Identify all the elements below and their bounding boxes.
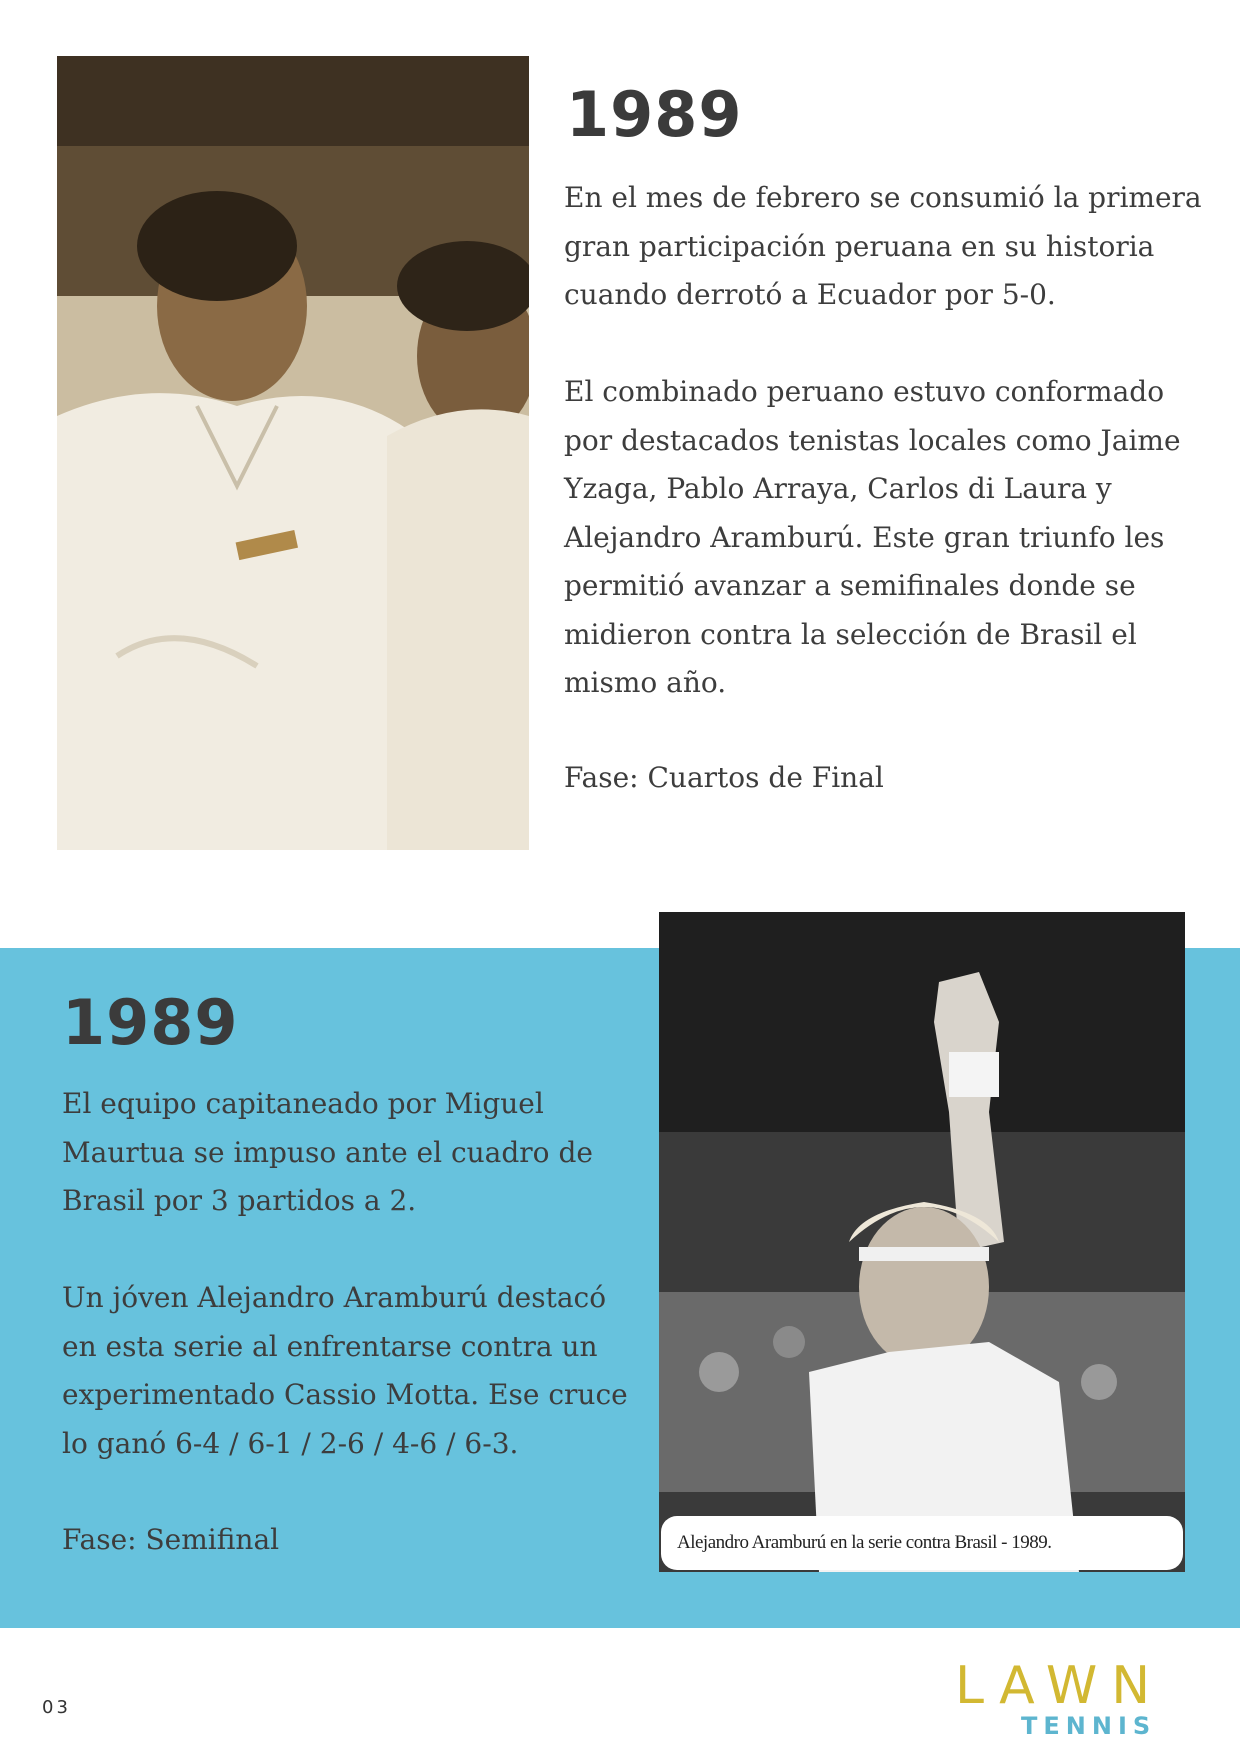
lawn-tennis-logo xyxy=(955,1656,1205,1742)
section-paragraph: El equipo capitaneado por Miguel Maurtua se impuso ante el cuadro de Brasil por 3 partidos a 2. xyxy=(62,1087,593,1217)
photo-caption: Alejandro Aramburú en la serie contra Brasil - 1989. xyxy=(661,1516,1183,1570)
team-photo-sepia xyxy=(57,56,529,850)
page-number: 03 xyxy=(42,1697,71,1718)
section-phase: Fase: Semifinal xyxy=(62,1523,280,1556)
player-celebration-photo xyxy=(659,912,1185,1572)
logo-subtitle: TENNIS xyxy=(1021,1712,1157,1740)
section-year-heading: 1989 xyxy=(566,78,743,151)
section-phase: Fase: Cuartos de Final xyxy=(564,761,884,794)
section-paragraph: Un jóven Alejandro Aramburú destacó en esta serie al enfrentarse contra un experimentado Cassio Motta. Ese cruce lo ganó 6-4 / 6-1 / 2-6 / 4-6 / 6-3. xyxy=(62,1281,628,1460)
section-year-heading: 1989 xyxy=(62,986,239,1059)
section-paragraph: El combinado peruano estuvo conformado por destacados tenistas locales como Jaime Yzaga, Pablo Arraya, Carlos di Laura y Alejandro Aramburú. Este gran triunfo les permitió avanzar a semifinales donde se midieron contra la selección de Brasil el mismo año. xyxy=(564,375,1181,699)
logo-word: LAWN xyxy=(955,1656,1165,1716)
section-paragraph: En el mes de febrero se consumió la primera gran participación peruana en su historia cuando derrotó a Ecuador por 5-0. xyxy=(564,181,1202,311)
